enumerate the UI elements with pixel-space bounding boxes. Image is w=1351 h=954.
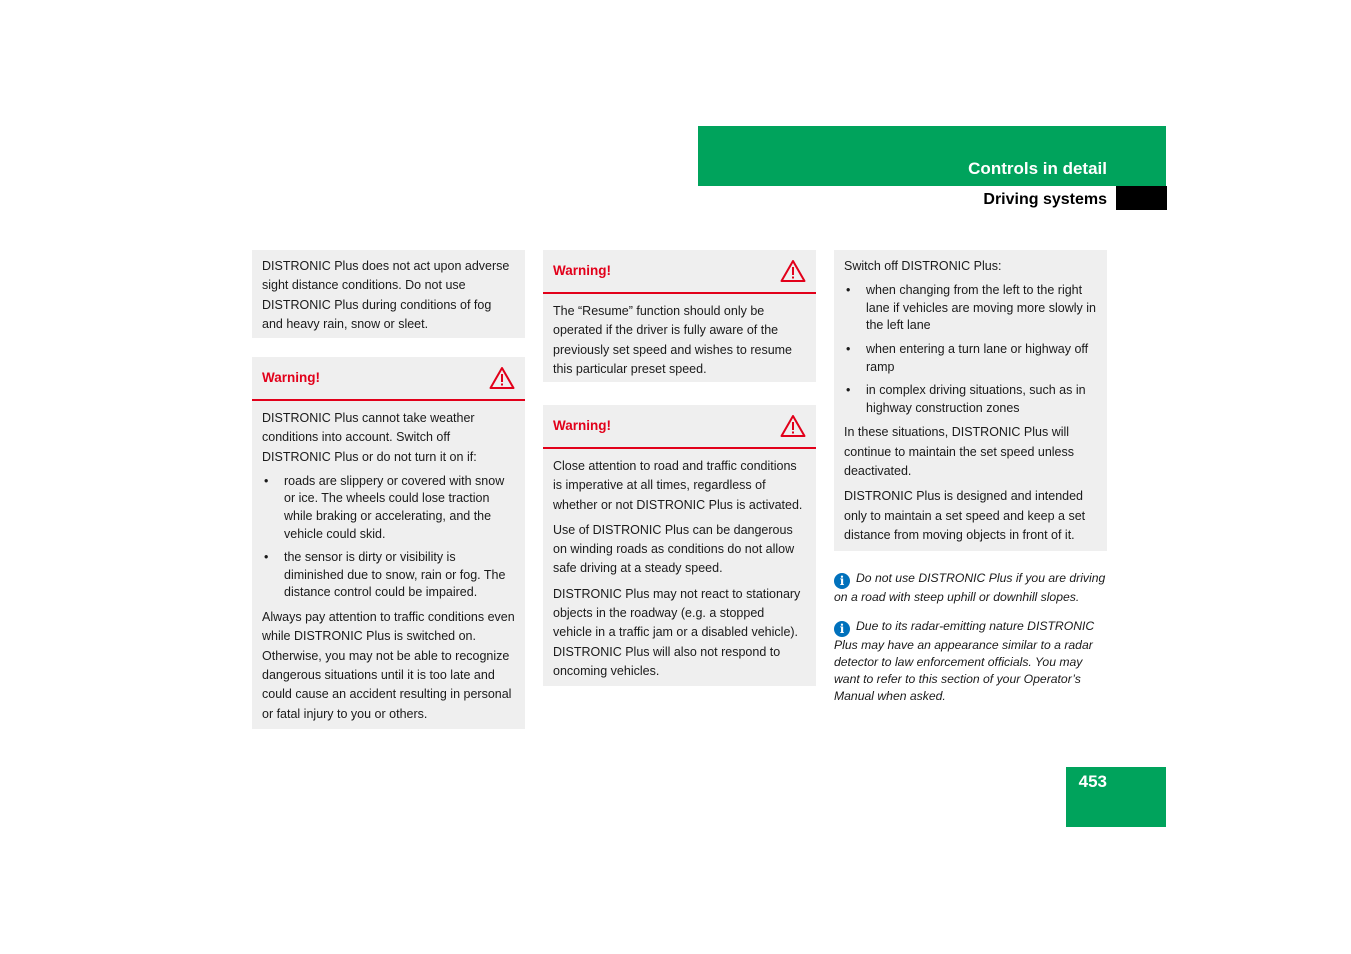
- condition-list: [262, 473, 515, 602]
- warning-box-resume: [543, 250, 816, 382]
- warning-text: DISTRONIC Plus may not react to stationary objects in the roadway (e.g. a stopped vehicle in a traffic jam or a disabled vehicle). DISTRONIC Plus will also not respond to oncoming vehicles.: [553, 586, 801, 678]
- switch-off-box: [834, 250, 1107, 551]
- info-icon: i: [834, 621, 850, 637]
- list-item: • in complex driving situations, such as in highway construction zones: [844, 382, 1097, 417]
- warning-box-weather: [252, 357, 525, 729]
- list-item: • when entering a turn lane or highway off ramp: [844, 341, 1097, 376]
- warning-label: Warning!: [262, 370, 320, 386]
- list-item: • roads are slippery or covered with snow or ice. The wheels could lose traction while braking or accelerating, and the vehicle could skid.: [262, 473, 515, 543]
- subsection-marker: [1116, 186, 1167, 210]
- warning-label: Warning!: [553, 418, 611, 434]
- warning-text: Use of DISTRONIC Plus can be dangerous on winding roads as conditions do not allow safe driving at a steady speed.: [553, 522, 795, 576]
- note-text: Do not use DISTRONIC Plus if you are driving on a road with steep uphill or downhill slopes.: [834, 571, 1106, 604]
- warning-text: DISTRONIC Plus cannot take weather conditions into account. Switch off DISTRONIC Plus or do not turn it on if:: [262, 411, 477, 464]
- intro-box: [252, 250, 525, 338]
- info-icon: i: [834, 573, 850, 589]
- note-text: Due to its radar-emitting nature DISTRONIC Plus may have an appearance similar to a radar detector to law enforcement officials. You may want to refer to this section of your Operator’s Manual when asked.: [834, 619, 1095, 703]
- warning-box-attention: [543, 405, 816, 686]
- page-number: 453: [1078, 772, 1107, 791]
- warning-triangle-icon: [780, 414, 806, 438]
- switch-off-list: [844, 282, 1097, 417]
- info-note-radar: [834, 618, 1109, 705]
- body-text: In these situations, DISTRONIC Plus will continue to maintain the set speed unless deactivated.: [844, 425, 1075, 479]
- warning-header: [252, 357, 525, 401]
- warning-label: Warning!: [553, 263, 611, 279]
- warning-header: [543, 250, 816, 294]
- list-item: • the sensor is dirty or visibility is diminished due to snow, rain or fog. The distance control could be impaired.: [262, 549, 515, 602]
- switch-off-heading: Switch off DISTRONIC Plus:: [844, 259, 1002, 273]
- info-note-slopes: [834, 570, 1109, 606]
- subsection-title: Driving systems: [983, 191, 1107, 208]
- page-number-band: [1066, 767, 1166, 827]
- warning-text: Always pay attention to traffic conditions even while DISTRONIC Plus is switched on. Otherwise, you may not be able to recognize dangerous situations until it is too late and could cause an accident resulting in personal or fatal injury to you or others.: [262, 610, 515, 721]
- warning-text: The “Resume” function should only be operated if the driver is fully aware of the previously set speed and wishes to resume this particular preset speed.: [553, 304, 793, 376]
- intro-text: DISTRONIC Plus does not act upon adverse sight distance conditions. Do not use DISTRONIC Plus during conditions of fog and heavy rain, snow or sleet.: [262, 259, 510, 331]
- warning-text: Close attention to road and traffic conditions is imperative at all times, regardless of whether or not DISTRONIC Plus is activated.: [553, 459, 803, 512]
- section-title: Controls in detail: [968, 159, 1107, 178]
- warning-triangle-icon: [489, 366, 515, 390]
- header-band: [698, 126, 1166, 186]
- warning-header: [543, 405, 816, 449]
- warning-triangle-icon: [780, 259, 806, 283]
- body-text: DISTRONIC Plus is designed and intended only to maintain a set speed and keep a set distance from moving objects in front of it.: [844, 489, 1086, 542]
- list-item: • when changing from the left to the right lane if vehicles are moving more slowly in the left lane: [844, 282, 1097, 335]
